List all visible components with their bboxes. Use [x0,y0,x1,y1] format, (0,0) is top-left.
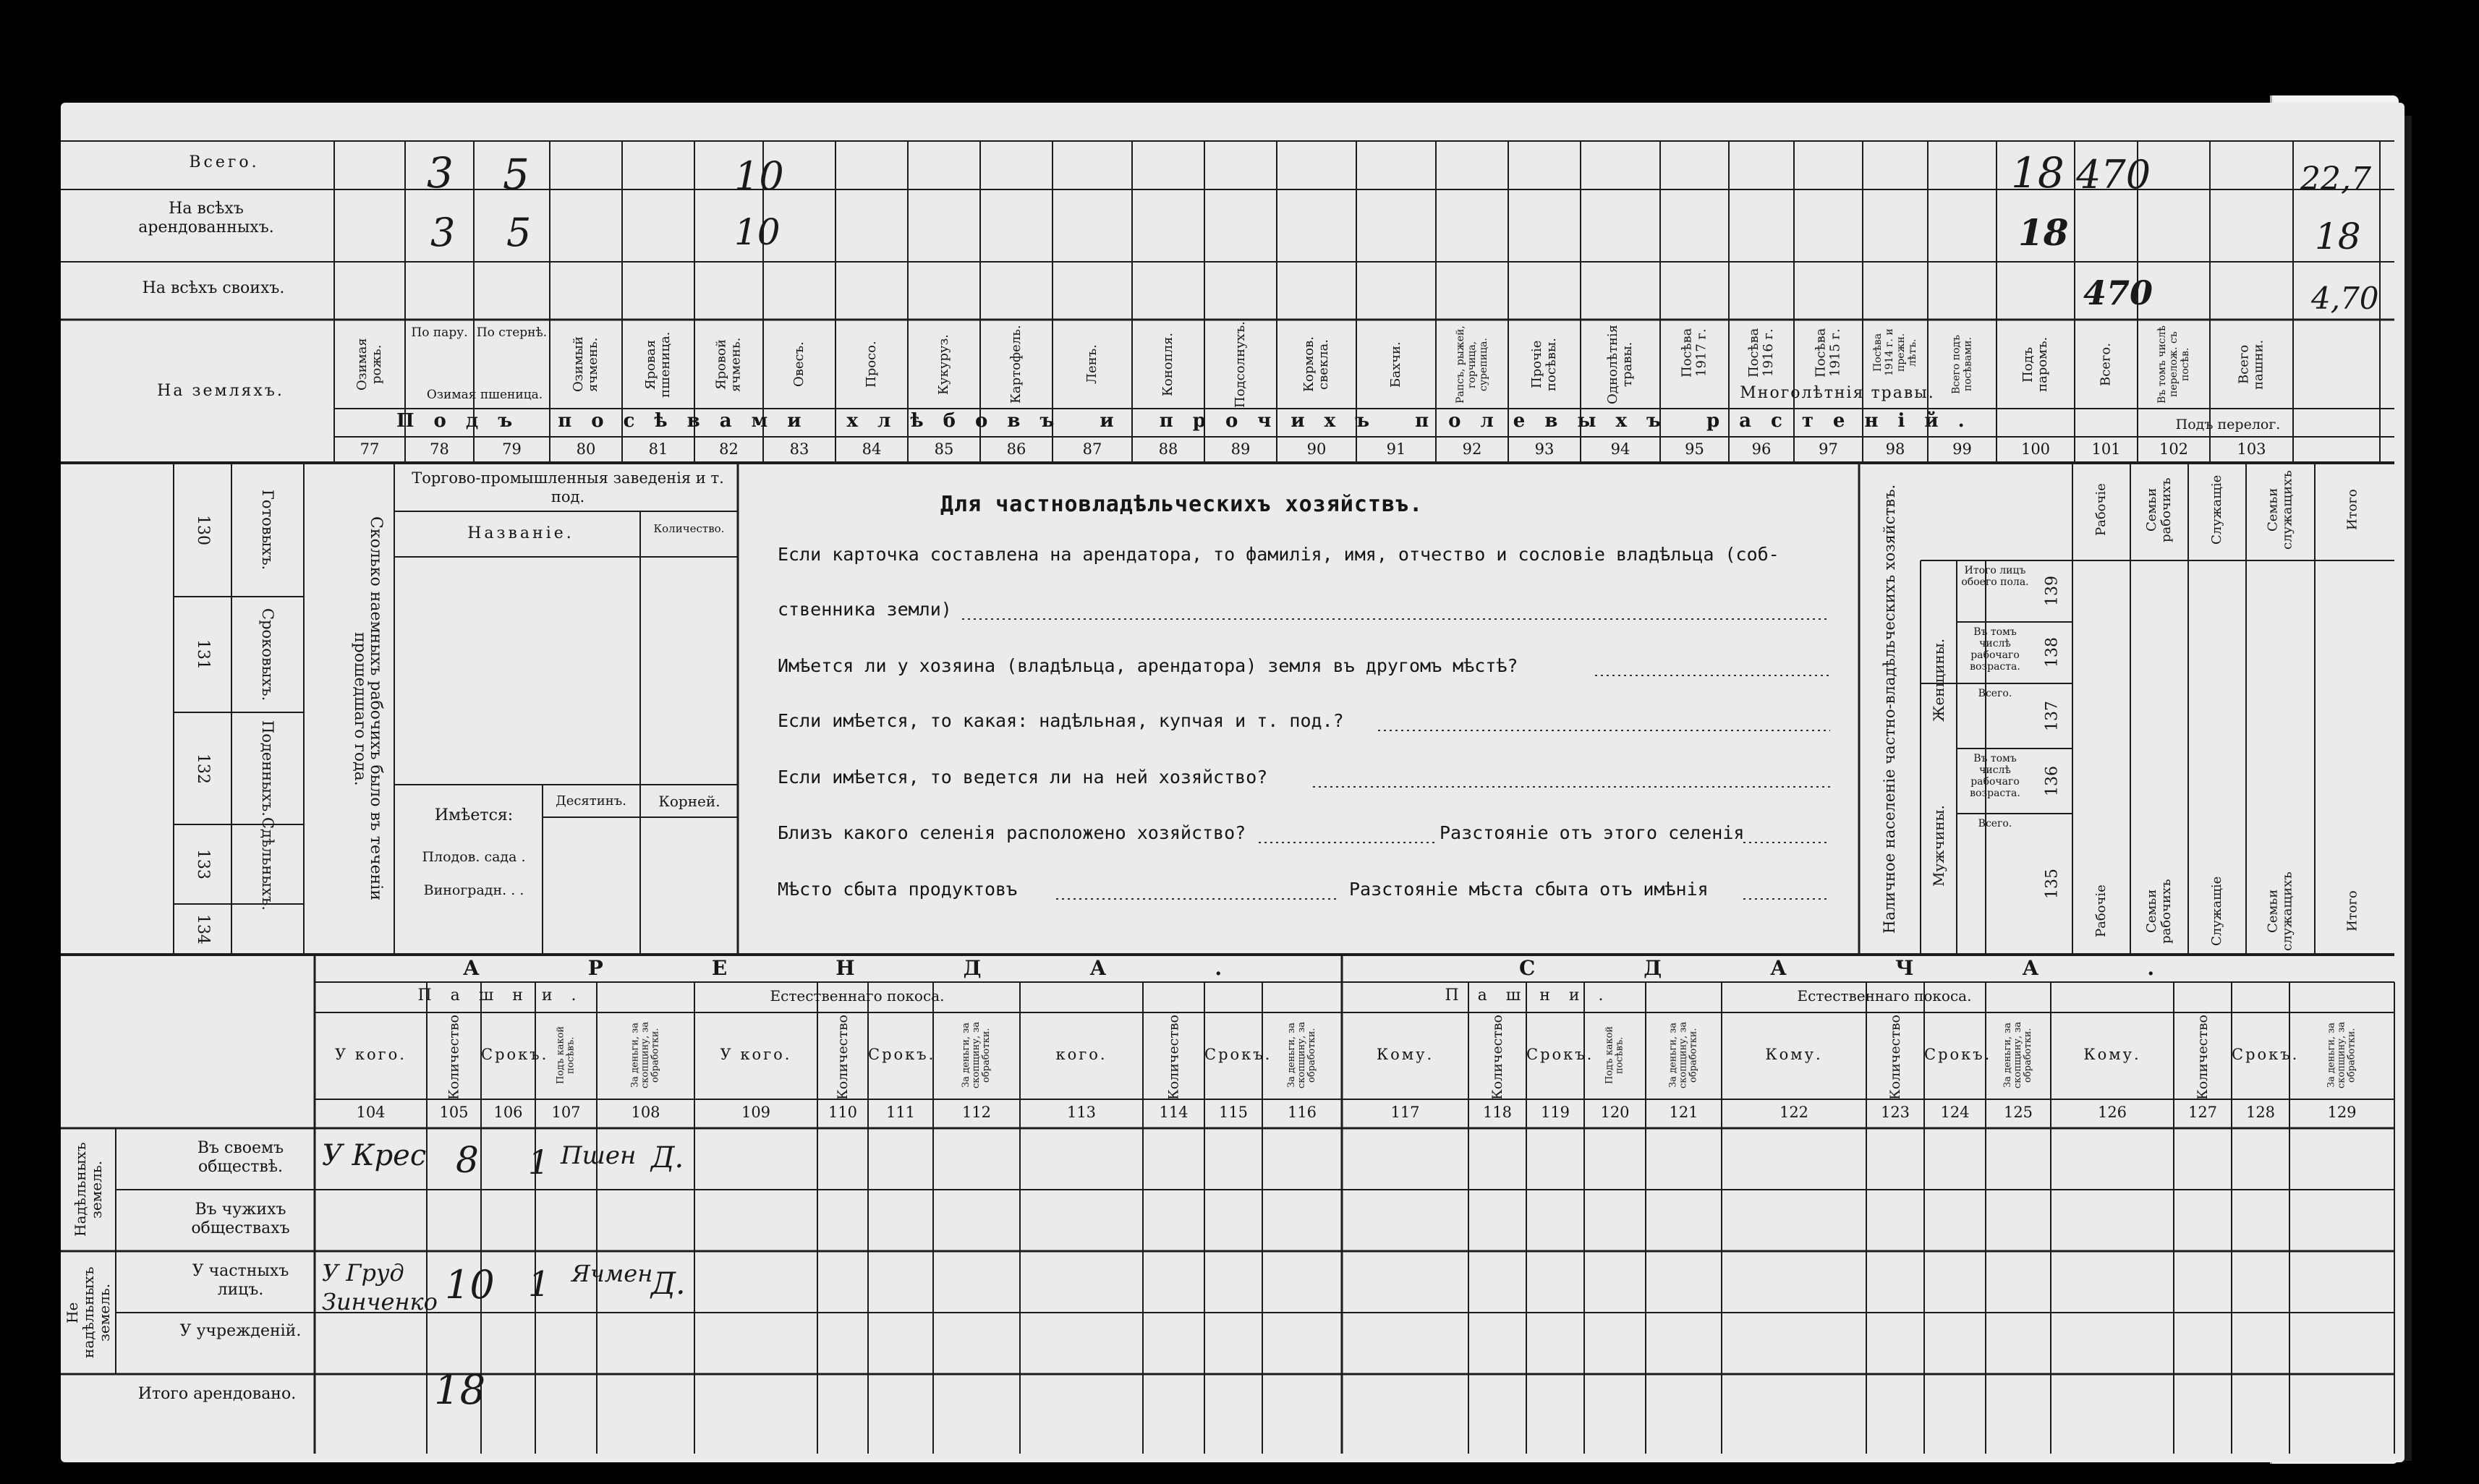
col-num-86: 86 [1006,440,1026,458]
population-col-bot-1: Семьи рабочихъ [2144,879,2174,944]
arenda-num-116: 116 [1287,1104,1317,1121]
workers-num-131: 131 [194,639,212,670]
arenda-col-21: За деньги, за скопщину, за обработки. [2002,1021,2033,1089]
row-chastnykh: У частныхъ лицъ. [192,1262,289,1299]
col-num-82: 82 [719,440,739,458]
crop-header-6: Овесъ. [791,341,807,388]
label-pod-pereloj: Подъ перелог. [2175,417,2281,432]
arenda-col-24: Срокъ. [2232,1046,2300,1063]
crop-header-13: Кормов. свекла. [1301,336,1331,393]
col-num-98: 98 [1885,440,1905,458]
col-num-97: 97 [1819,440,1838,458]
arenda-num-127: 127 [2187,1104,2218,1121]
crop-header-18: Посѣва 1917 г. [1679,328,1709,378]
population-num-138: 138 [2043,637,2062,668]
population-col-top-0: Рабочіе [2093,483,2109,537]
hw-r3-crop: Ячмен [571,1260,653,1287]
arenda-col-4: За деньги, за скопщину, за обработки. [629,1021,661,1089]
crop-header-25: Въ томъ числѣ перелож. съ посѣв. [2156,325,2191,404]
arenda-col-25: За деньги, за скопщину, за обработки. [2326,1021,2357,1089]
arenda-col-15: Срокъ. [1526,1046,1594,1063]
col-num-85: 85 [934,440,954,458]
private-title: Для частновладѣльческихъ хозяйствъ. [940,492,1424,517]
trade-qty-col: Количество. [653,522,725,535]
col-num-99: 99 [1952,440,1972,458]
trade-desyatin: Десятинъ. [556,793,626,809]
population-side-label: Наличное населеніе частно-владѣльческихъ хозяйствъ. [1881,484,1898,934]
arenda-col-20: Срокъ. [1924,1046,1992,1063]
hw-r3-qty: 10 [445,1262,495,1308]
arenda-num-123: 123 [1880,1104,1910,1121]
hw-r3-who: У Груд Зинченко [322,1259,438,1315]
sdacha-estestv: Естественнаго покоса. [1797,987,1972,1005]
arenda-col-23: Количество. [2195,1010,2211,1100]
population-sub-1: Въ томъ числѣ рабочаго возраста. [1970,626,2020,673]
band-title: Подъ посѣвами хлѣбовъ и прочихъ полевыхъ растеній. [396,410,1984,432]
arenda-col-8: За деньги, за скопщину, за обработки. [961,1021,992,1089]
hw-vsego-100: 470 [2076,152,2151,197]
col-num-88: 88 [1158,440,1178,458]
crop-header-9: Картофель. [1008,325,1024,404]
col-num-100: 100 [2020,440,2051,458]
trade-title: Торгово-промышленныя заведенія и т. под. [412,469,724,506]
crop-header-21: Посѣва 1914 г. и прежн. лѣтъ. [1872,328,1918,377]
hw-r3-term: 1 [528,1264,550,1305]
hw-r1-pay: Д. [651,1141,684,1174]
col-num-78: 78 [430,440,449,458]
workers-label-3: Сдѣльныхъ. [259,817,276,911]
col-num-94: 94 [1610,440,1630,458]
group-nadel: Надѣльныхъ земель. [72,1142,105,1237]
workers-num-133: 133 [194,849,212,879]
workers-label-1: Сроковыхъ. [259,607,276,702]
crop-header-22: Всего подъ посѣвами. [1950,335,1974,394]
population-col-top-2: Служащіе [2209,474,2224,545]
population-col-top-4: Итого [2344,489,2360,531]
arenda-col-0: У кого. [335,1046,407,1063]
crop-header-20: Посѣва 1915 г. [1813,328,1843,378]
arenda-estestv: Естественнаго покоса. [770,987,945,1005]
trade-name-col: Названіе. [467,524,574,542]
col-num-96: 96 [1751,440,1772,458]
workers-label-0: Готовыхъ. [259,489,276,571]
arenda-col-14: Количество. [1489,1010,1505,1100]
trade-plodov: Плодов. сада . [422,849,526,865]
population-num-135: 135 [2043,869,2062,900]
private-q2: Имѣется ли у хозяина (владѣльца, арендатора) земля въ другомъ мѣстѣ? [778,655,1518,676]
arenda-num-110: 110 [828,1104,858,1121]
arenda-num-125: 125 [2003,1104,2033,1121]
arenda-num-126: 126 [2097,1104,2127,1121]
col-num-91: 91 [1386,440,1406,458]
arenda-col-2: Срокъ. [481,1046,549,1063]
col-num-80: 80 [576,440,596,458]
hw-vsego-103: 22,7 [2300,161,2371,197]
arenda-col-18: Кому. [1765,1046,1823,1063]
private-q1: Если карточка составлена на арендатора, то фамилія, имя, отчество и сословіе владѣльца (соб- [778,544,1779,565]
population-sub-0: Итого лицъ обоего пола. [1961,565,2029,588]
crop-header-17: Однолѣтнія травы. [1605,324,1635,405]
arenda-num-120: 120 [1600,1104,1630,1121]
arenda-num-107: 107 [551,1104,581,1121]
crop-header-4: Яровая пшеница. [643,331,673,398]
arenda-col-13: Кому. [1376,1046,1434,1063]
population-col-bot-0: Рабочіе [2093,884,2109,938]
row-label-zemlyakh: На земляхъ. [157,382,284,400]
hw-arend-78: 5 [506,210,532,255]
crop-header-1: По пару. [411,325,468,340]
crop-header-15: Рапсъ, рыжей, горчица, сурепица. [1455,325,1489,404]
hw-r1-who: У Крес [322,1139,427,1172]
private-q1b: ственника земли) [778,599,952,620]
arenda-col-7: Срокъ. [868,1046,936,1063]
hw-r1-crop: Пшен [561,1141,637,1170]
population-num-136: 136 [2043,766,2062,796]
col-num-103: 103 [2237,440,2266,458]
crop-header-5: Яровой ячмень. [713,337,744,392]
row-label-svoikh: На всѣхъ своихъ. [142,279,285,297]
hw-vsego-81: 10 [734,153,784,199]
arenda-num-111: 111 [885,1104,916,1121]
col-num-92: 92 [1462,440,1482,458]
hw-r1-qty: 8 [456,1139,479,1181]
arenda-col-16: Подъ какой посѣвъ. [1604,1025,1625,1085]
col-num-81: 81 [648,440,668,458]
arenda-num-117: 117 [1390,1104,1420,1121]
arenda-num-128: 128 [2245,1104,2276,1121]
private-q6: Мѣсто сбыта продуктовъ [778,879,1018,900]
population-sub-4: Всего. [1978,818,2012,830]
workers-num-132: 132 [194,753,212,784]
col-num-93: 93 [1534,440,1555,458]
private-q4: Если имѣется, то ведется ли на ней хозяйство? [778,767,1268,788]
hw-r1-term: 1 [528,1143,550,1182]
population-col-top-1: Семьи рабочихъ [2144,477,2174,542]
population-col-bot-2: Служащіе [2209,876,2224,947]
crop-header-19: Посѣва 1916 г. [1746,328,1776,378]
arenda-num-114: 114 [1159,1104,1189,1121]
row-uchrezh: У учрежденій. [179,1322,302,1340]
col-num-101: 101 [2091,440,2121,458]
hw-arend-99: 18 [2018,211,2069,254]
arenda-num-122: 122 [1779,1104,1809,1121]
arenda-col-22: Кому. [2083,1046,2141,1063]
col-num-79: 79 [502,440,522,458]
hw-svoikh-100: 470 [2083,273,2153,312]
population-sub-3: Въ томъ числѣ рабочаго возраста. [1970,753,2020,799]
col-num-87: 87 [1082,440,1102,458]
arenda-col-9: кого. [1055,1046,1107,1063]
arenda-num-124: 124 [1940,1104,1970,1121]
hw-total: 18 [434,1367,486,1414]
trade-has: Имѣется: [434,806,514,824]
crop-header-7: Просо. [864,341,879,388]
arenda-col-12: За деньги, за скопщину, за обработки. [1286,1021,1317,1089]
hw-r3-pay: Д. [651,1266,686,1301]
arenda-num-119: 119 [1540,1104,1570,1121]
population-col-bot-3: Семьи служащихъ [2265,871,2295,951]
crop-header-23: Подъ паромъ. [2020,336,2050,393]
arenda-num-109: 109 [741,1104,771,1121]
workers-side-label: Сколько наемныхъ рабочихъ было въ теченіи прошедшаго года. [351,516,385,901]
arenda-num-108: 108 [631,1104,660,1121]
hw-arend-103: 18 [2315,216,2361,257]
arenda-pashni: Пашни. [417,986,595,1005]
col-num-90: 90 [1306,440,1327,458]
crop-header-8: Кукуруз. [936,334,951,396]
arenda-col-6: Количество. [835,1010,851,1100]
crop-header-26: Всего пашни. [2236,339,2266,390]
crop-header-3: Озимый ячмень. [571,336,600,393]
arenda-num-115: 115 [1218,1104,1249,1121]
label-ozim-pshen: Озимая пшеница. [426,388,543,402]
arenda-col-19: Количество. [1887,1010,1903,1100]
col-num-89: 89 [1230,440,1251,458]
col-num-95: 95 [1685,440,1704,458]
row-svoem: Въ своемъ обществѣ. [197,1139,284,1176]
hw-vsego-78: 5 [503,150,530,199]
private-q5b: Разстояніе отъ этого селенія [1440,822,1745,843]
arenda-col-1: Количество. [446,1010,462,1100]
arenda-num-113: 113 [1066,1104,1097,1121]
row-itogo: Итого арендовано. [137,1385,297,1403]
crop-header-0: Озимая рожь. [354,338,384,391]
col-num-84: 84 [862,440,882,458]
col-num-102: 102 [2159,440,2189,458]
sdacha-title: СДАЧА. [1519,956,2263,980]
arenda-col-3: Подъ какой посѣвъ. [555,1025,577,1085]
population-women: Женщины. [1930,638,1947,722]
population-col-top-3: Семьи служащихъ [2265,470,2295,550]
hw-vsego-99: 18 [2011,148,2065,197]
population-sub-2: Всего. [1978,688,2012,699]
workers-num-130: 130 [194,514,212,545]
private-q5: Близъ какого селенія расположено хозяйство? [778,822,1246,843]
private-q6b: Разстояніе мѣста сбыта отъ имѣнія [1349,879,1709,900]
crop-header-12: Подсолнухъ. [1233,321,1248,408]
hw-vsego-77: 3 [427,148,454,197]
hw-svoikh-103: 4,70 [2311,281,2379,316]
crop-header-11: Конопля. [1160,332,1175,397]
arenda-num-106: 106 [493,1104,523,1121]
workers-label-2: Поденныхъ. [259,720,276,816]
arenda-col-17: За деньги, за скопщину, за обработки. [1667,1021,1699,1089]
arenda-num-121: 121 [1669,1104,1698,1121]
arenda-num-112: 112 [961,1104,992,1121]
population-men: Мужчины. [1930,805,1947,887]
crop-header-16: Прочіе посѣвы. [1529,338,1559,391]
arenda-title: АРЕНДА. [463,956,1331,980]
arenda-num-104: 104 [356,1104,386,1121]
trade-korney: Корней. [658,793,720,810]
hw-arend-81: 10 [734,211,781,253]
crop-header-24: Всего. [2098,343,2114,386]
population-num-137: 137 [2043,701,2062,731]
population-col-bot-4: Итого [2344,890,2360,932]
workers-num-134: 134 [194,914,212,944]
row-label-arend: На всѣхъ арендованныхъ. [138,200,274,236]
private-q3: Если имѣется, то какая: надѣльная, купчая и т. под.? [778,710,1344,731]
crop-header-14: Бахчи. [1388,341,1403,388]
sdacha-pashni: Пашни. [1445,986,1623,1005]
hw-arend-77: 3 [430,210,456,255]
arenda-num-118: 118 [1482,1104,1513,1121]
group-nenadel: Не надѣльныхъ земель. [64,1266,113,1359]
arenda-num-105: 105 [439,1104,469,1121]
label-mnogolet: Многолѣтнія травы. [1740,384,1935,402]
row-label-vsego: Всего. [189,153,260,171]
col-num-83: 83 [789,440,809,458]
arenda-col-10: Количество. [1165,1010,1182,1100]
arenda-col-5: У кого. [720,1046,792,1063]
population-num-139: 139 [2043,576,2062,607]
trade-vinogr: Виноградн. . . [423,882,524,898]
crop-header-2: По стернѣ. [476,325,548,340]
arenda-num-129: 129 [2327,1104,2357,1121]
col-num-77: 77 [360,440,380,458]
row-chuzhikh: Въ чужихъ обществахъ [191,1201,290,1237]
arenda-col-11: Срокъ. [1204,1046,1272,1063]
crop-header-10: Ленъ. [1084,344,1100,385]
